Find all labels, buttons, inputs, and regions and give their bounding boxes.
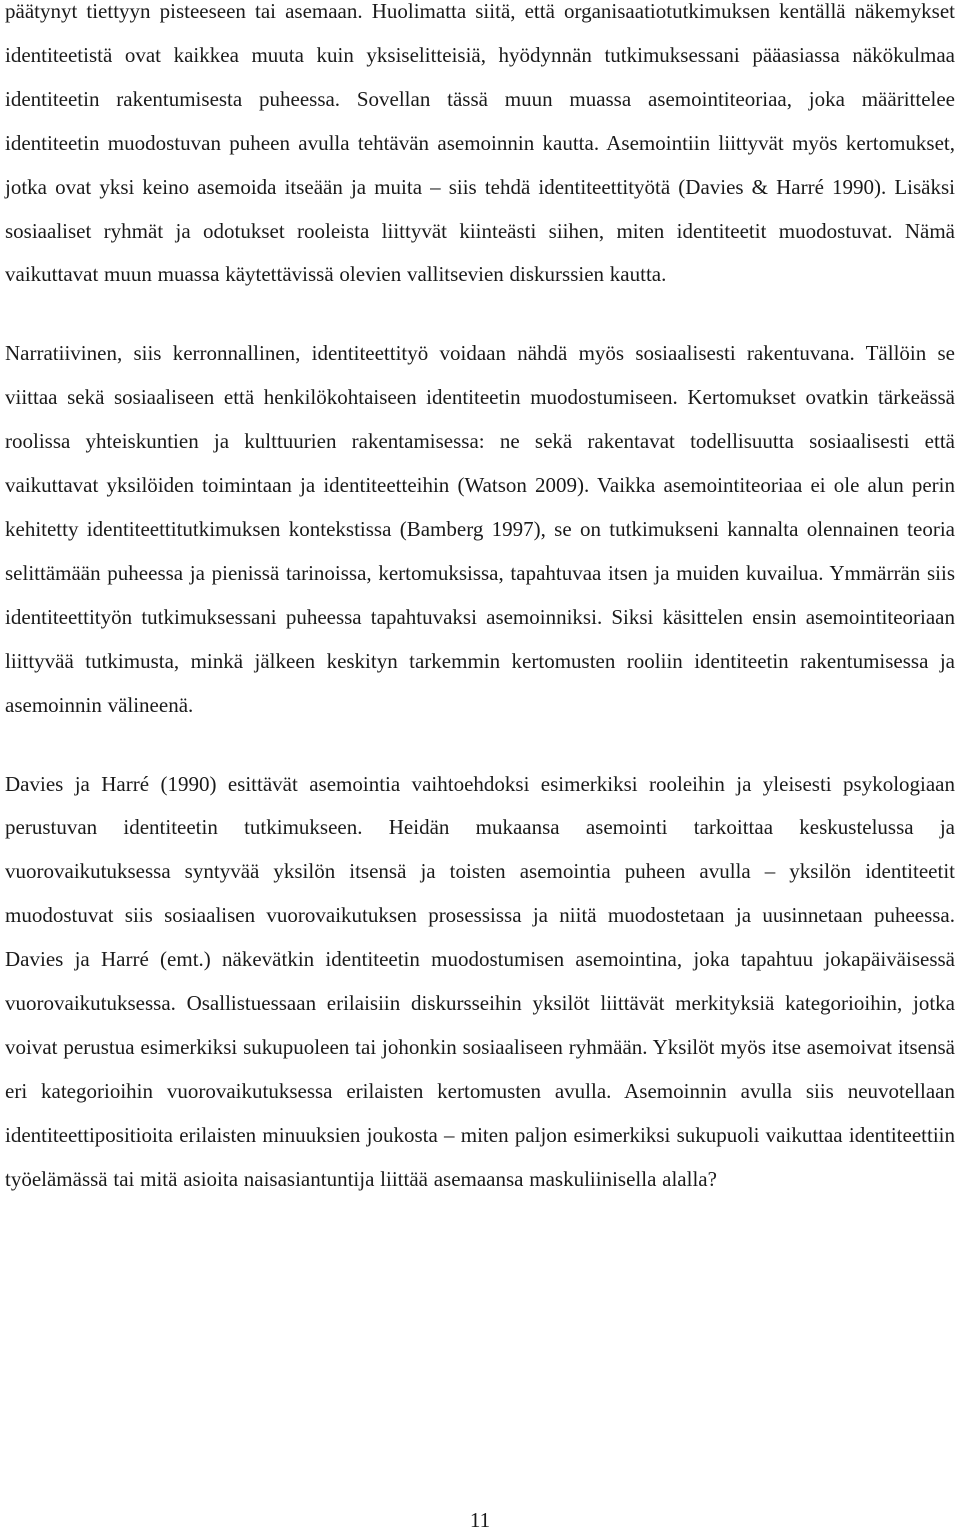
page-number: 11: [469, 1508, 491, 1532]
paragraph-narrative-identity: Narratiivinen, siis kerronnallinen, identiteettityö voidaan nähdä myös sosiaalisesti rakentuvana. Tällöin se viittaa sekä sosiaaliseen että henkilökohtaiseen identiteetin muodostumiseen. Kertomukset ovatkin tärkeässä roolissa yhteiskuntien ja kulttuurien rakentamisessa: ne sekä rakentavat todellisuutta sosiaalisesti että vaikuttavat yksilöiden toimintaan ja identiteetteihin (Watson 2009). Vaikka asemointiteoriaa ei ole alun perin kehitetty identiteettitutkimuksen kontekstissa (Bamberg 1997), se on tutkimukseni kannalta olennainen teoria selittämään puheessa ja pienissä tarinoissa, kertomuksissa, tapahtuvaa itsen ja muiden kuvailua. Ymmärrän siis identiteettityön tutkimuksessani puheessa tapahtuvaksi asemoinniksi. Siksi käsittelen ensin asemointiteoriaan liittyvää tutkimusta, minkä jälkeen keskityn tarkemmin kertomusten rooliin identiteetin rakentumisessa ja asemoinnin välineenä.: [5, 341, 955, 717]
paragraph-identity-positioning: päätynyt tiettyyn pisteeseen tai asemaan. Huolimatta siitä, että organisaatiotutkimuksen kentällä näkemykset identiteetistä ovat kaikkea muuta kuin yksiselitteisiä, hyödynnän tutkimuksessani pääasiassa näkökulmaa identiteetin rakentumisesta puheessa. Sovellan tässä muun muassa asemointiteoriaa, joka määrittelee identiteetin muodostuvan puheen avulla tehtävän asemoinnin kautta. Asemointiin liittyvät myös kertomukset, jotka ovat yksi keino asemoida itseään ja muita – siis tehdä identiteettityötä (Davies & Harré 1990). Lisäksi sosiaaliset ryhmät ja odotukset rooleista liittyvät kiinteästi siihen, miten identiteetit muodostuvat. Nämä vaikuttavat muun muassa käytettävissä olevien vallitsevien diskurssien kautta.: [5, 0, 955, 287]
document-page: [5, 0, 955, 1202]
paragraph-spacer: [5, 297, 955, 332]
paragraph-davies-harre: Davies ja Harré (1990) esittävät asemointia vaihtoehdoksi esimerkiksi rooleihin ja yleisesti psykologiaan perustuvan identiteetin tutkimukseen. Heidän mukaansa asemointi tarkoittaa keskustelussa ja vuorovaikutuksessa syntyvää yksilön itsensä ja toisten asemointia puheen avulla – yksilön identiteetit muodostuvat siis sosiaalisen vuorovaikutuksen prosessissa ja niitä muodostetaan ja uusinnetaan puheessa. Davies ja Harré (emt.) näkevätkin identiteetin muodostumisen asemointina, joka tapahtuu jokapäiväisessä vuorovaikutuksessa. Osallistuessaan erilaisiin diskursseihin yksilöt liittävät merkityksiä kategorioihin, jotka voivat perustua esimerkiksi sukupuoleen tai johonkin sosiaaliseen ryhmään. Yksilöt myös itse asemoivat itsensä eri kategorioihin vuorovaikutuksessa erilaisten kertomusten avulla. Asemoinnin avulla siis neuvotellaan identiteettipositioita erilaisten minuuksien joukosta – miten paljon esimerkiksi sukupuoli vaikuttaa identiteettiin työelämässä tai mitä asioita naisasiantuntija liittää asemaansa maskuliinisella alalla?: [5, 771, 955, 1191]
paragraph-spacer: [5, 728, 955, 763]
